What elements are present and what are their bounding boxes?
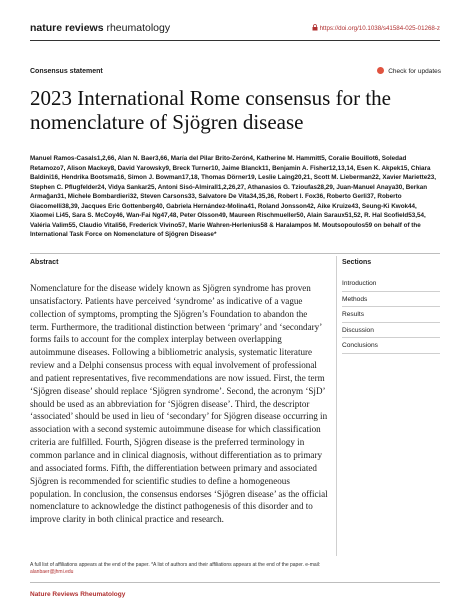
check-updates-label[interactable]: Check for updates: [388, 68, 441, 75]
footnote-text: A full list of affiliations appears at the end of the paper. *A list of authors and their affiliations appears at the end of the paper.: [30, 562, 304, 568]
journal-name-bold: nature reviews: [30, 22, 104, 34]
abstract-heading: Abstract: [30, 259, 59, 266]
email-link[interactable]: alanbaer@jhmi.edu: [30, 569, 74, 575]
email-label: e-mail:: [305, 562, 321, 568]
header-rule: [30, 40, 440, 41]
section-link-methods[interactable]: Methods: [342, 292, 440, 308]
section-link-conclusions[interactable]: Conclusions: [342, 338, 440, 354]
abstract-rule: [30, 253, 440, 254]
journal-name-light: rheumatology: [106, 22, 171, 34]
doi-text[interactable]: https://doi.org/10.1038/s41584-025-01268-z: [319, 25, 440, 32]
lock-icon: [312, 24, 318, 31]
affiliation-footnote: [30, 562, 330, 576]
doi-link[interactable]: [312, 24, 440, 32]
footer-journal: Nature Reviews Rheumatology: [30, 591, 126, 598]
article-type: Consensus statement: [30, 68, 103, 75]
article-title: 2023 International Rome consensus for the nomenclature of Sjögren disease: [30, 86, 391, 134]
journal-header: [30, 22, 440, 36]
author-list: Manuel Ramos-Casals1,2,66, Alan N. Baer3,66, María del Pilar Brito-Zerón4, Katherine M. Hammitt5, Coralie Bouillot6, Soledad Retamozo7, Alison Mackey8, David Yarowsky9, Breck Turner10, Jaime Blanck11, Benjamin A. Fisher12,13,14, Esen K. Akpek15, Chiara Baldini16, Hendrika Bootsma16, Simon J. Bowman17,18, Thomas Dörner19, Leslie Laing20,21, Scott M. Lieberman22, Xavier Mariette23, Stephen C. Pflugfelder24, Vidya Sankar25, Antoni Sisó-Almirall1,2,26,27, Athanasios G. Tzioufas28,29, Juan-Manuel Anaya30, Berkan Armağan31, Michele Bombardieri32, Steven Carsons33, Salvatore De Vita34,35,36, Robert I. Fox36, Roberto Gerli37, Roberto Giacomelli38,39, Jacques Eric Gottenberg40, Gabriela Hernández-Molina41, Roland Jonsson42, Aike Kruize43, Seung-Ki Kwok44, Xiaomei Li45, Sara S. McCoy46, Wan-Fai Ng47,48, Peter Olsson49, Maureen Rischmueller50, Alain Saraux51,52, R. Hal Scofield53,54, Valéria Valim55, Claudio Vitali56, Frederick Vivino57, Marie Wahren-Herlenius58 & Haralampos M. Moutsopoulos59 on behalf of the International Task Force on Nomenclature of Sjögren Disease*: [30, 155, 436, 239]
column-divider: [336, 256, 337, 556]
sections-nav: [342, 276, 440, 354]
section-link-results[interactable]: Results: [342, 307, 440, 323]
abstract-text: Nomenclature for the disease widely known as Sjögren syndrome has proven unsatisfactory. Patients have perceived ‘syndrome’ as indicative of a vague collection of symptoms, prompting the Sjögren’s Foundation to abandon the term. Furthermore, the traditional distinction between ‘primary’ and ‘secondary’ forms fails to account for the complex interplay between overlapping autoimmune diseases. Following a bibliometric analysis, systematic literature review and a Delphi consensus process with equal involvement of professional and patient representatives, five recommendations are now issued. First, the term ‘Sjögren disease’ should replace ‘Sjögren syndrome’. Second, the acronym ‘SjD’ should be used as an abbreviation for ‘Sjögren disease’. Third, the descriptor ‘associated’ should be used in lieu of ‘secondary’ for Sjögren disease occurring in association with a second systemic autoimmune disease for which classification criteria are fulfilled. Fourth, Sjögren disease is the preferred terminology in common parlance and in clinical diagnosis, without differentiation as to primary and associated forms. Fifth, the differentiation between primary and associated Sjögren is recommended for scientific studies to define a homogeneous population. In conclusion, the consensus endorses ‘Sjögren disease’ as the official nomenclature to acknowledge the distinct pathogenesis of this disorder and to improve clarity in both clinical practice and research.: [30, 283, 328, 525]
updates-badge-icon: [377, 67, 384, 74]
footer-rule: [30, 582, 440, 583]
section-link-introduction[interactable]: Introduction: [342, 276, 440, 292]
journal-logo: [30, 22, 170, 34]
check-updates-button[interactable]: [377, 67, 441, 75]
sections-heading: Sections: [342, 259, 372, 266]
section-link-discussion[interactable]: Discussion: [342, 323, 440, 339]
